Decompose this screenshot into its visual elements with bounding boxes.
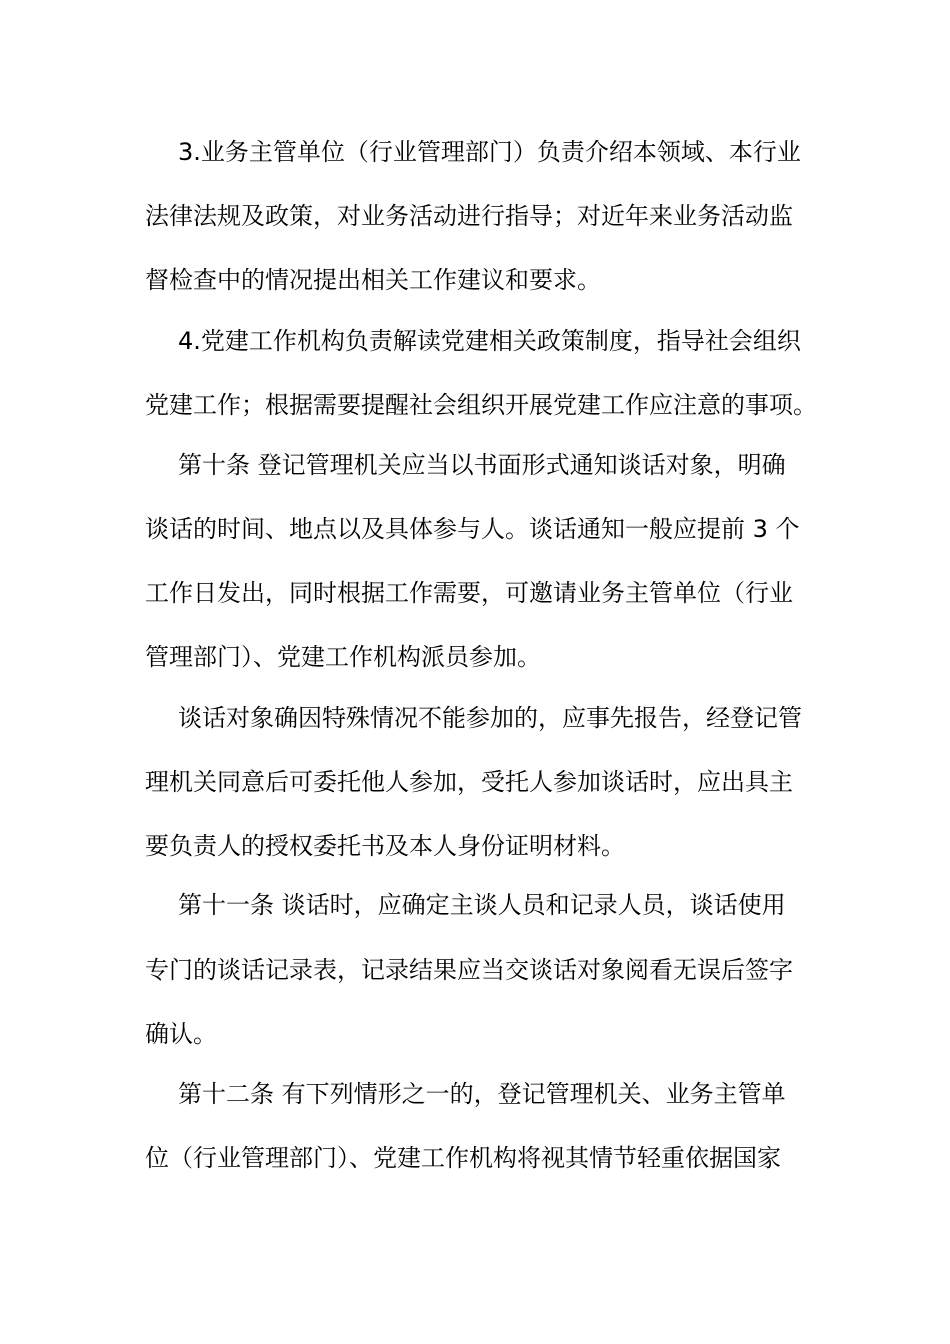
text-line: 理机关同意后可委托他人参加，受托人参加谈话时，应出具主 (145, 768, 793, 796)
text-line: 管理部门）、党建工作机构派员参加。 (145, 643, 541, 671)
text-line: 专门的谈话记录表，记录结果应当交谈话对象阅看无误后签字 (145, 956, 793, 984)
text-line: 确认。 (145, 1020, 217, 1048)
text-line: 位（行业管理部门）、党建工作机构将视其情节轻重依据国家 (145, 1144, 781, 1172)
text-line: 督检查中的情况提出相关工作建议和要求。 (145, 266, 601, 294)
text-line: 第十一条 谈话时，应确定主谈人员和记录人员，谈话使用 (178, 891, 786, 919)
text-line: 要负责人的授权委托书及本人身份证明材料。 (145, 832, 625, 860)
text-line: 法律法规及政策，对业务活动进行指导；对近年来业务活动监 (145, 202, 793, 230)
text-line: 工作日发出，同时根据工作需要，可邀请业务主管单位（行业 (145, 579, 793, 607)
text-line: 谈话的时间、地点以及具体参与人。谈话通知一般应提前 3 个 (145, 515, 800, 543)
text-line: 党建工作；根据需要提醒社会组织开展党建工作应注意的事项。 (145, 391, 817, 419)
text-line: 第十二条 有下列情形之一的，登记管理机关、业务主管单 (178, 1080, 786, 1108)
text-line: 4.党建工作机构负责解读党建相关政策制度，指导社会组织 (178, 327, 801, 355)
text-line: 3.业务主管单位（行业管理部门）负责介绍本领域、本行业 (178, 138, 801, 166)
text-line: 谈话对象确因特殊情况不能参加的，应事先报告，经登记管 (178, 704, 802, 732)
text-line: 第十条 登记管理机关应当以书面形式通知谈话对象，明确 (178, 451, 786, 479)
